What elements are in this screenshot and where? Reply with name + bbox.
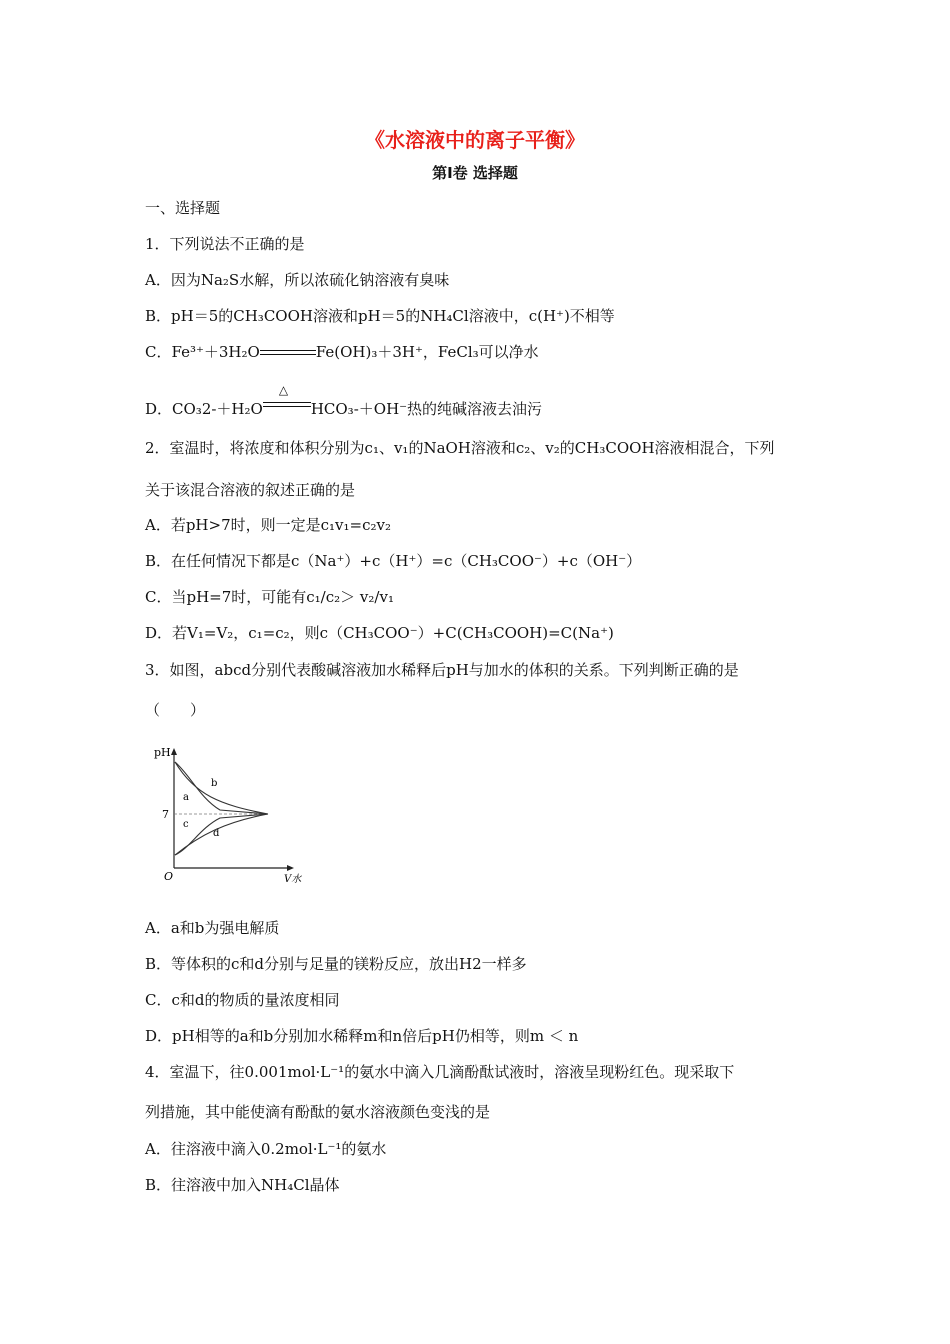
q1-option-b: B．pH＝5的CH₃COOH溶液和pH＝5的NH₄Cl溶液中，c(H⁺)不相等 <box>145 307 615 325</box>
curve-c-label: c <box>183 819 189 830</box>
y-axis-label: pH <box>154 746 171 759</box>
part-heading: 第Ⅰ卷 选择题 <box>432 164 518 182</box>
document-title: 《水溶液中的离子平衡》 <box>365 128 585 152</box>
q1-option-c-right: Fe(OH)₃＋3H⁺，FeCl₃可以净水 <box>315 343 539 361</box>
ph-dilution-figure <box>150 740 320 890</box>
origin-label: O <box>164 870 174 883</box>
curve-a-label: a <box>183 792 189 803</box>
q3-stem-line2: （ ） <box>145 701 206 719</box>
q3-option-d: D．pH相等的a和b分别加水稀释m和n倍后pH仍相等，则m ＜ n <box>145 1027 579 1045</box>
heated-equilibrium-sign <box>263 383 311 418</box>
q4-stem-line2: 列措施，其中能使滴有酚酞的氨水溶液颜色变浅的是 <box>145 1103 491 1121</box>
q1-option-c <box>145 342 539 362</box>
q3-option-b: B．等体积的c和d分别与足量的镁粉反应，放出H2一样多 <box>145 955 527 973</box>
q4-stem-line1: 4．室温下，往0.001mol·L⁻¹的氨水中滴入几滴酚酞试液时，溶液呈现粉红色。现采取下 <box>145 1063 735 1081</box>
x-axis-label: V水 <box>284 874 302 885</box>
q2-stem-line1: 2．室温时，将浓度和体积分别为c₁、v₁的NaOH溶液和c₂、v₂的CH₃COOH溶液相混合，下列 <box>145 439 775 457</box>
heat-triangle-icon: △ <box>278 383 289 397</box>
q1-option-a: A．因为Na₂S水解，所以浓硫化钠溶液有臭味 <box>145 271 450 289</box>
q1-option-c-left: C．Fe³⁺＋3H₂O <box>145 343 260 361</box>
q3-option-c: C．c和d的物质的量浓度相同 <box>145 991 340 1009</box>
tick-7-label: 7 <box>162 808 169 821</box>
q1-option-d-left: D．CO₃2-＋H₂O <box>145 400 263 418</box>
q1-stem: 1．下列说法不正确的是 <box>145 235 305 253</box>
q2-option-a: A．若pH>7时，则一定是c₁v₁=c₂v₂ <box>145 516 391 534</box>
q2-stem-line2: 关于该混合溶液的叙述正确的是 <box>145 481 356 499</box>
curve-b-label: b <box>211 778 218 789</box>
q2-option-b: B．在任何情况下都是c（Na⁺）+c（H⁺）=c（CH₃COO⁻）+c（OH⁻） <box>145 552 642 570</box>
curve-d-label: d <box>213 828 220 839</box>
q1-option-d-right: HCO₃-＋OH⁻热的纯碱溶液去油污 <box>310 400 543 418</box>
q3-stem-line1: 3．如图，abcd分别代表酸碱溶液加水稀释后pH与加水的体积的关系。下列判断正确的是 <box>145 661 739 679</box>
equilibrium-sign <box>260 346 316 360</box>
q4-option-b: B．往溶液中加入NH₄Cl晶体 <box>145 1176 340 1194</box>
q4-option-a: A．往溶液中滴入0.2mol·L⁻¹的氨水 <box>145 1140 387 1158</box>
q2-option-c: C．当pH=7时，可能有c₁/c₂＞ v₂/v₁ <box>145 588 394 606</box>
q2-option-d: D．若V₁=V₂，c₁=c₂，则c（CH₃COO⁻）+C(CH₃COOH)=C(Na⁺) <box>145 624 614 642</box>
q3-option-a: A．a和b为强电解质 <box>145 919 280 937</box>
q1-option-d <box>145 383 543 419</box>
section-heading: 一、选择题 <box>145 199 221 217</box>
